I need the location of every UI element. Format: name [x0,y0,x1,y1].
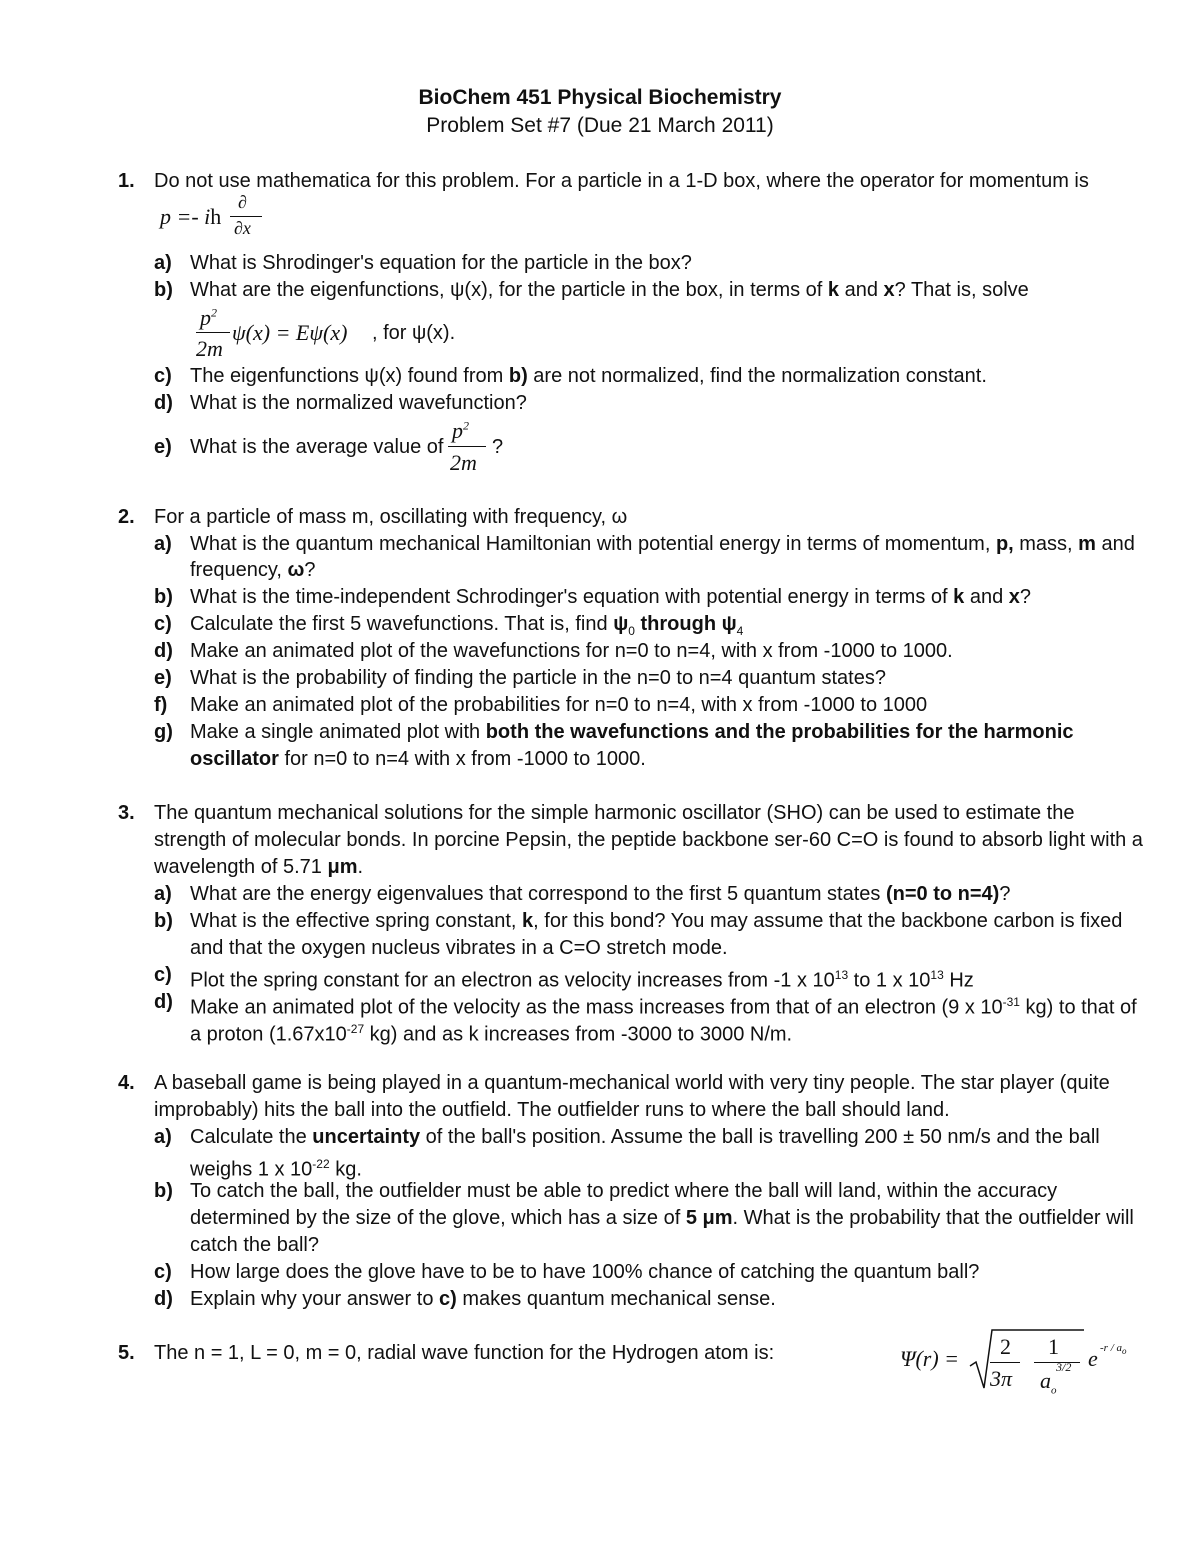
part-text: What is the time-independent Schrodinger's equation with potential energy in terms of k and x? [190,586,1031,608]
part-label: e) [154,667,172,689]
question-text: For a particle of mass m, oscillating with frequency, ω [154,506,628,528]
document-title: BioChem 451 Physical Biochemistry [418,86,782,109]
part-text: Plot the spring constant for an electron as velocity increases from -1 x $10^{13}$ to 1 x $10^{13}$ Hz [190,968,974,992]
part-label: d) [154,1288,173,1310]
part-text-continued: oscillator for n=0 to n=4 with x from -1000 to 1000. [190,748,646,770]
part-label: c) [154,964,172,986]
part-text: What is the normalized wavefunction? [190,392,527,414]
part-text-continued: catch the ball? [190,1234,319,1256]
question-number: 4. [118,1072,135,1094]
part-text-continued: and that the oxygen nucleus vibrates in a C=O stretch mode. [190,937,728,959]
question-text-continued: wavelength of 5.71 μm. [154,856,364,878]
part-text: Make an animated plot of the wavefunctions for n=0 to n=4, with x from -1000 to 1000. [190,640,953,662]
question-text: The quantum mechanical solutions for the simple harmonic oscillator (SHO) can be used to estimate the [154,802,1075,824]
part-label: e) [154,436,172,458]
part-label: b) [154,1180,173,1202]
part-text: What is the quantum mechanical Hamiltonian with potential energy in terms of momentum, p, mass, m and [190,533,1135,555]
part-label: a) [154,1126,172,1148]
part-text-continued: weighs 1 x $10^{-22}$ kg. [190,1157,362,1181]
part-text: To catch the ball, the outfielder must be able to predict where the ball will land, within the accuracy [190,1180,1058,1202]
part-text: Make an animated plot of the velocity as the mass increases from that of an electron (9 x $10^{-31}$ kg) to that of [190,995,1137,1019]
document-subtitle: Problem Set #7 (Due 21 March 2011) [426,114,774,137]
part-text: What is Shrodinger's equation for the particle in the box? [190,252,692,274]
part-label: d) [154,392,173,414]
part-label: g) [154,721,173,743]
question-number: 3. [118,802,135,824]
question-text: A baseball game is being played in a quantum-mechanical world with very tiny people. The star player (quite [154,1072,1110,1094]
hbar-symbol: h [210,204,222,229]
part-label: c) [154,365,172,387]
part-text: The eigenfunctions ψ(x) found from b) are not normalized, find the normalization constant. [190,365,987,387]
part-label: d) [154,991,173,1013]
question-number: 1. [118,170,135,192]
part-label: c) [154,613,172,635]
part-label: a) [154,533,172,555]
part-label: b) [154,586,173,608]
part-text: What are the eigenfunctions, ψ(x), for the particle in the box, in terms of k and x? That is, solve [190,279,1029,301]
operator-denominator: ∂x [234,218,251,238]
part-text: What are the energy eigenvalues that correspond to the first 5 quantum states (n=0 to n=4)? [190,883,1011,905]
question-text-continued: improbably) hits the ball into the outfield. The outfielder runs to where the ball should land. [154,1099,950,1121]
square-root-sign [968,1326,1086,1392]
part-text: Explain why your answer to c) makes quantum mechanical sense. [190,1288,776,1310]
part-label: b) [154,910,173,932]
part-label: b) [154,279,173,301]
part-label: a) [154,252,172,274]
operator-lhs: p =- i [160,204,211,229]
operator-numerator: ∂ [238,192,247,212]
part-text-continued: frequency, ω? [190,559,316,581]
problem-set-page: BioChem 451 Physical Biochemistry Problem Set #7 (Due 21 March 2011) 1. Do not use mathematica for this problem. For a particle in a 1-D box, where the operator for momentum is p =- ih ∂ ∂x a) What is Shrodinger's equation for the particle in the box? b) What are the eigenfunctions, ψ(x), for the particle in the box, in terms of k and x? That is, solve $p^2$ 2m ψ(x) = Eψ(x) , for ψ(x). c) The eigenfunctions ψ(x) found from b) are not normalized, find the normalization constant. d) What is the normalized wavefunction? e) What is the average value of $p^2$ 2m ? 2. For a particle of mass m, oscillating with frequency, ω a) What is the quantum mechanical Hamiltonian with potential energy in terms of momentum, p, mass, m and frequency, ω? b) What is the time-independent Schrodinger's equation with potential energy in terms of k and x? c) Calculate the first 5 wavefunctions. That is, find $\psi_0$ through $\psi_4$ d) Make an animated plot of the wavefunctions for n=0 to n=4, with x from -1000 to 1000. e) What is the probability of finding the particle in the n=0 to n=4 quantum states? f) Make an animated plot of the probabilities for n=0 to n=4, with x from -1000 to 1000 g) Make a single animated plot with both the wavefunctions and the probabilities for the harmonic oscillator for n=0 to n=4 with x from -1000 to 1000. 3. The quantum mechanical solutions for the simple harmonic oscillator (SHO) can be used to estimate the strength of molecular bonds. In porcine Pepsin, the peptide backbone ser-60 C=O is found to absorb light with a wavelength of 5.71 μm. a) What are the energy eigenvalues that correspond to the first 5 quantum states (n=0 to n=4)? b) What is the effective spring constant, k, for this bond? You may assume that the backbone carbon is fixed and that the oxygen nucleus vibrates in a C=O stretch mode. c) Plot the spring constant for an electron as velocity increases from -1 x $10^{13}$ to 1 x $10^{13}$ Hz d) Make an animated plot of the velocity as the mass increases from that of an electron (9 x $10^{-31}$ kg) to that of a proton ($1.67x10^{-27}$ kg) and as k increases from -3000 to 3000 N/m. 4. A baseball game is being played in a quantum-mechanical world with very tiny people. The star player (quite improbably) hits the ball into the outfield. The outfielder runs to where the ball should land. a) Calculate the uncertainty of the ball's position. Assume the ball is travelling 200 ± 50 nm/s and the ball weighs 1 x $10^{-22}$ kg. b) To catch the ball, the outfielder must be able to predict where the ball will land, within the accuracy determined by the size of the glove, which has a size of 5 μm. What is the probability that the outfielder will catch the ball? c) How large does the glove have to be to have 100% chance of catching the quantum ball? d) Explain why your answer to c) makes quantum mechanical sense. 5. The n = 1, L = 0, m = 0, radial wave function for the Hydrogen atom is: Ψ(r) = 2 3π 1 $a_o$ 3/2 e $-r / a_o$ [0,0,1200,1553]
part-text: Make a single animated plot with both the wavefunctions and the probabilities for the harmonic [190,721,1074,743]
question-number: 5. [118,1342,135,1364]
part-text: What is the average value of [190,436,444,458]
part-text: Calculate the first 5 wavefunctions. That is, find $\psi_0$ through $\psi_4$ [190,613,744,638]
part-text: What is the effective spring constant, k, for this bond? You may assume that the backbone carbon is fixed [190,910,1123,932]
question-number: 2. [118,506,135,528]
part-label: c) [154,1261,172,1283]
question-text: The n = 1, L = 0, m = 0, radial wave function for the Hydrogen atom is: [154,1342,775,1364]
part-text-continued: a proton ($1.67x10^{-27}$ kg) and as k increases from -3000 to 3000 N/m. [190,1022,793,1046]
part-text: What is the probability of finding the particle in the n=0 to n=4 quantum states? [190,667,886,689]
question-text: Do not use mathematica for this problem. For a particle in a 1-D box, where the operator for momentum is [154,170,1089,192]
part-label: a) [154,883,172,905]
part-label: f) [154,694,168,716]
part-text: Make an animated plot of the probabilities for n=0 to n=4, with x from -1000 to 1000 [190,694,928,716]
part-text: How large does the glove have to be to have 100% chance of catching the quantum ball? [190,1261,980,1283]
part-text-continued: determined by the size of the glove, which has a size of 5 μm. What is the probability that the outfielder will [190,1207,1134,1229]
part-label: d) [154,640,173,662]
question-text-continued: strength of molecular bonds. In porcine Pepsin, the peptide backbone ser-60 C=O is found to absorb light with a [154,829,1143,851]
part-text: Calculate the uncertainty of the ball's position. Assume the ball is travelling 200 ± 50 nm/s and the ball [190,1126,1100,1148]
